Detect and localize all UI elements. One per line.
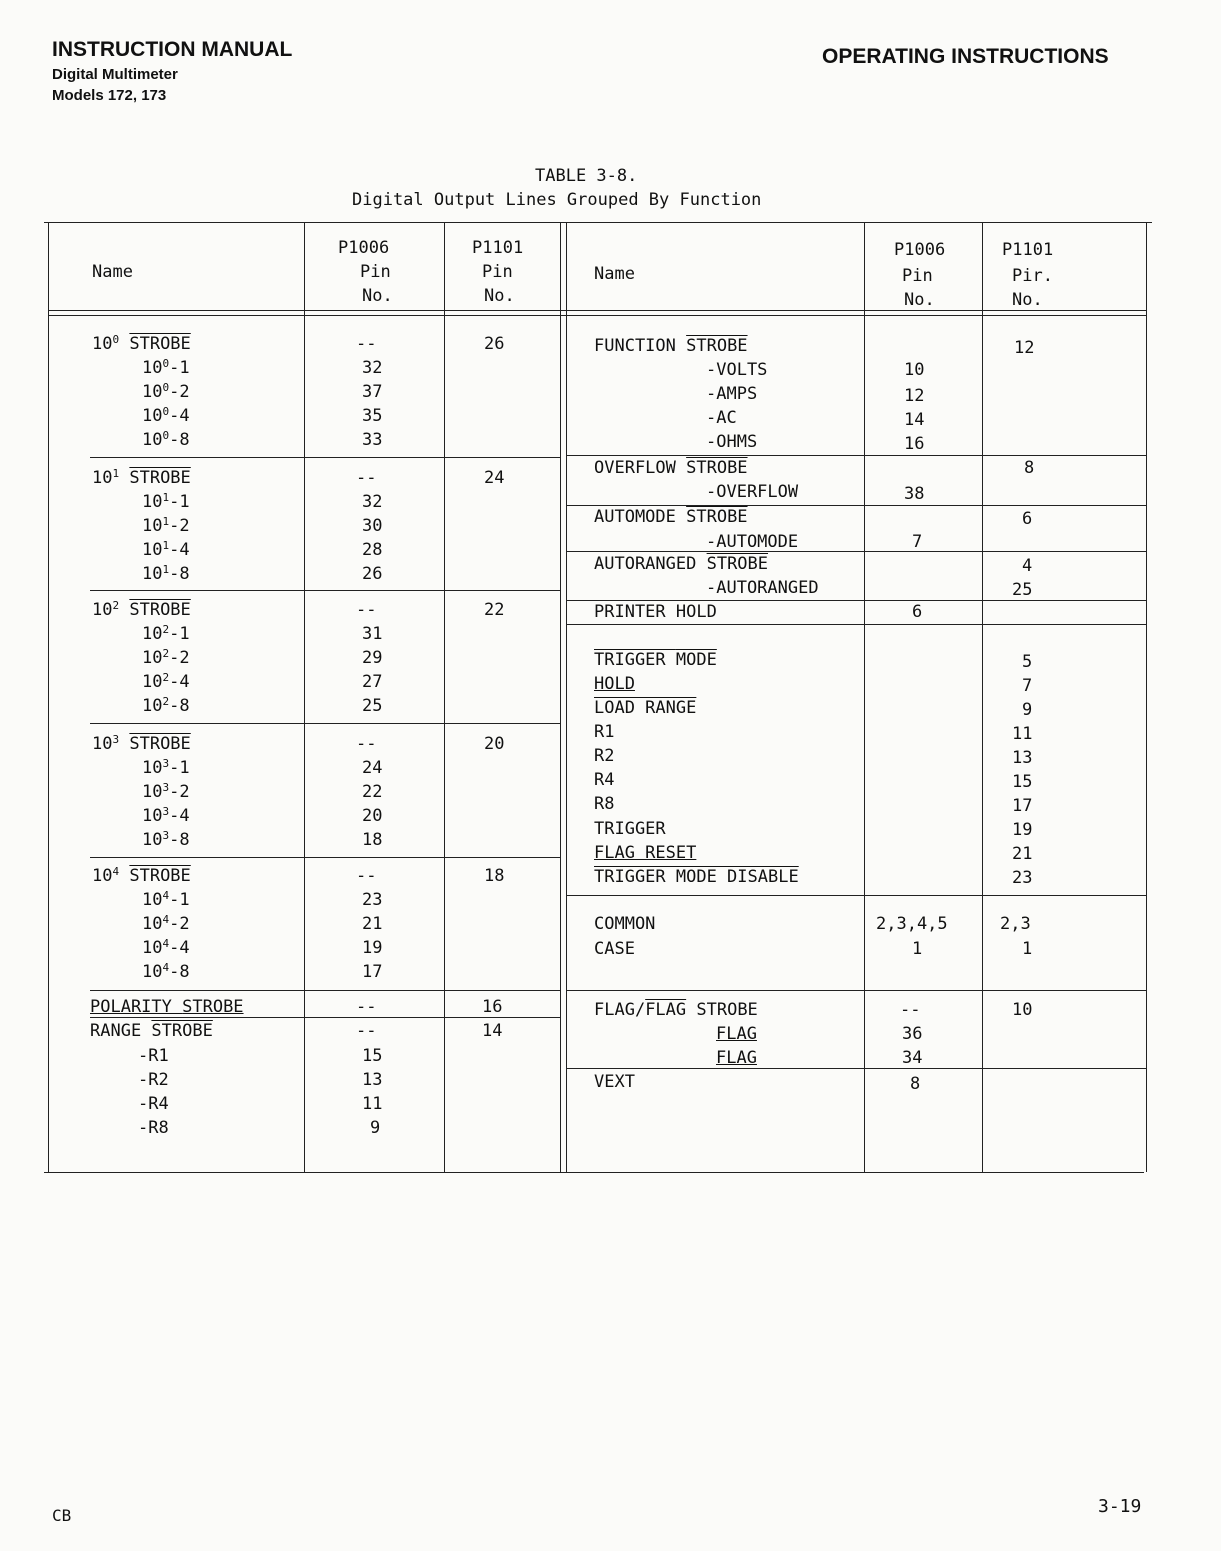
bit-2: $10^4-2$: [142, 913, 190, 934]
pin: 29: [362, 648, 383, 668]
strobe-p1101: 18: [484, 866, 505, 886]
pin: 26: [362, 564, 383, 584]
trigger-p1101: 19: [1012, 820, 1033, 840]
pin: 25: [362, 696, 383, 716]
col-header-right-p1006-1: P1006: [894, 240, 946, 260]
strobe-p1006: --: [356, 734, 377, 754]
strobe-name: $10^0$ STROBE: [92, 333, 191, 354]
trigger-mode-disable-p1101: 23: [1012, 868, 1033, 888]
strobe-p1006: --: [356, 334, 377, 354]
r1-name: R1: [594, 722, 615, 742]
hold-name: HOLD: [594, 674, 635, 694]
bit-8: $10^0-8$: [142, 429, 190, 450]
amps-pin: 12: [904, 386, 925, 406]
pin: 19: [362, 938, 383, 958]
r8-p1101: 17: [1012, 796, 1033, 816]
pin: 15: [362, 1046, 383, 1066]
bit-1: $10^4-1$: [142, 889, 190, 910]
strobe-p1006: --: [356, 468, 377, 488]
bit-4: $10^4-4$: [142, 937, 190, 958]
bit-1: $10^2-1$: [142, 623, 190, 644]
printer-hold-name: PRINTER HOLD: [594, 602, 717, 622]
product-name: Digital Multimeter: [52, 66, 178, 83]
r1-p1101: 11: [1012, 724, 1033, 744]
pin: 30: [362, 516, 383, 536]
table-label: TABLE 3-8.: [535, 166, 638, 186]
flag-strobe-name: FLAG/FLAG STROBE: [594, 1000, 758, 1020]
range-strobe-name: RANGE STROBE: [90, 1021, 213, 1041]
col-header-p1006-2: Pin: [360, 262, 391, 282]
range-p1101: 14: [482, 1021, 503, 1041]
common-name: COMMON: [594, 914, 656, 934]
pin: 28: [362, 540, 383, 560]
col-header-name: Name: [92, 262, 133, 282]
amps-name: -AMPS: [706, 384, 758, 404]
autoranged-p1101: 25: [1012, 580, 1033, 600]
r2-p1101: 13: [1012, 748, 1033, 768]
strobe-name: $10^4$ STROBE: [92, 865, 191, 886]
bit-1: $10^3-1$: [142, 757, 190, 778]
pin: 22: [362, 782, 383, 802]
bit-1: $10^1-1$: [142, 491, 190, 512]
automode-name: -AUTOMODE: [706, 532, 799, 552]
pin: 11: [362, 1094, 383, 1114]
bit-4: $10^0-4$: [142, 405, 190, 426]
automode-strobe-p1101: 6: [1022, 509, 1033, 529]
automode-strobe-name: AUTOMODE STROBE: [594, 507, 748, 527]
trigger-mode-name: TRIGGER MODE: [594, 650, 717, 670]
flag-bar-p1006: 34: [902, 1048, 923, 1068]
common-p1006: 2,3,4,5: [876, 914, 948, 934]
overflow-strobe-name: OVERFLOW STROBE: [594, 458, 748, 478]
bit-2: $10^1-2$: [142, 515, 190, 536]
col-header-right-p1006-3: No.: [904, 290, 935, 310]
function-strobe-name: FUNCTION STROBE: [594, 336, 748, 356]
case-name: CASE: [594, 939, 635, 959]
r4-name: R4: [594, 770, 615, 790]
pin: 17: [362, 962, 383, 982]
range-r4: -R4: [138, 1094, 169, 1114]
pin: 23: [362, 890, 383, 910]
autoranged-strobe-p1101: 4: [1022, 556, 1033, 576]
pin: 18: [362, 830, 383, 850]
polarity-p1006: --: [356, 997, 377, 1017]
trigger-mode-p1101: 5: [1022, 652, 1033, 672]
load-range-p1101: 9: [1022, 700, 1033, 720]
r2-name: R2: [594, 746, 615, 766]
overflow-strobe-p1101: 8: [1024, 458, 1035, 478]
trigger-mode-disable-name: TRIGGER MODE DISABLE: [594, 867, 799, 887]
load-range-name: LOAD RANGE: [594, 698, 697, 718]
common-p1101: 2,3: [1000, 914, 1031, 934]
section-title: OPERATING INSTRUCTIONS: [822, 45, 1109, 68]
pin: 13: [362, 1070, 383, 1090]
col-header-p1006-3: No.: [362, 286, 393, 306]
range-p1006: --: [356, 1021, 377, 1041]
volts-name: -VOLTS: [706, 360, 768, 380]
table-caption: Digital Output Lines Grouped By Function: [352, 190, 762, 210]
range-r2: -R2: [138, 1070, 169, 1090]
strobe-p1006: --: [356, 600, 377, 620]
bit-4: $10^2-4$: [142, 671, 190, 692]
flag-name: FLAG: [716, 1024, 757, 1044]
autoranged-name: -AUTORANGED: [706, 578, 819, 598]
bit-8: $10^3-8$: [142, 829, 190, 850]
overflow-name: -OVERFLOW: [706, 482, 799, 502]
ohms-pin: 16: [904, 434, 925, 454]
col-header-right-p1101-1: P1101: [1002, 240, 1054, 260]
page-number: 3-19: [1098, 1496, 1142, 1517]
volts-pin: 10: [904, 360, 925, 380]
strobe-p1101: 22: [484, 600, 505, 620]
r8-name: R8: [594, 794, 615, 814]
range-r8: -R8: [138, 1118, 169, 1138]
bit-2: $10^2-2$: [142, 647, 190, 668]
hold-p1101: 7: [1022, 676, 1033, 696]
function-strobe-p1101: 12: [1014, 338, 1035, 358]
pin: 32: [362, 492, 383, 512]
manual-title: INSTRUCTION MANUAL: [52, 38, 293, 61]
col-header-p1101-3: No.: [484, 286, 515, 306]
pin: 35: [362, 406, 383, 426]
flag-strobe-p1101: 10: [1012, 1000, 1033, 1020]
pin: 33: [362, 430, 383, 450]
bit-1: $10^0-1$: [142, 357, 190, 378]
pin: 37: [362, 382, 383, 402]
pin: 20: [362, 806, 383, 826]
flag-reset-name: FLAG RESET: [594, 843, 697, 863]
strobe-p1006: --: [356, 866, 377, 886]
ac-name: -AC: [706, 408, 737, 428]
trigger-name: TRIGGER: [594, 819, 666, 839]
flag-bar-name: FLAG: [716, 1048, 757, 1068]
strobe-name: $10^1$ STROBE: [92, 467, 191, 488]
bit-8: $10^2-8$: [142, 695, 190, 716]
col-header-right-p1006-2: Pin: [902, 266, 933, 286]
col-header-right-p1101-2: Pir.: [1012, 266, 1053, 286]
col-header-right-p1101-3: No.: [1012, 290, 1043, 310]
polarity-strobe-name: POLARITY STROBE: [90, 997, 244, 1017]
bit-8: $10^1-8$: [142, 563, 190, 584]
pin: 21: [362, 914, 383, 934]
bit-4: $10^1-4$: [142, 539, 190, 560]
strobe-p1101: 24: [484, 468, 505, 488]
models-line: Models 172, 173: [52, 87, 167, 104]
printer-hold-pin: 6: [912, 602, 923, 622]
col-header-name-right: Name: [594, 264, 635, 284]
vext-name: VEXT: [594, 1072, 635, 1092]
strobe-name: $10^2$ STROBE: [92, 599, 191, 620]
footer-initials: CB: [52, 1506, 72, 1525]
automode-pin: 7: [912, 532, 923, 552]
pin: 32: [362, 358, 383, 378]
polarity-p1101: 16: [482, 997, 503, 1017]
pin: 27: [362, 672, 383, 692]
bit-4: $10^3-4$: [142, 805, 190, 826]
bit-2: $10^3-2$: [142, 781, 190, 802]
pin: 9: [370, 1118, 381, 1138]
strobe-p1101: 20: [484, 734, 505, 754]
strobe-p1101: 26: [484, 334, 505, 354]
autoranged-strobe-name: AUTORANGED STROBE: [594, 554, 769, 574]
vext-p1006: 8: [910, 1074, 921, 1094]
ac-pin: 14: [904, 410, 925, 430]
bit-8: $10^4-8$: [142, 961, 190, 982]
strobe-name: $10^3$ STROBE: [92, 733, 191, 754]
range-r1: -R1: [138, 1046, 169, 1066]
col-header-p1101-2: Pin: [482, 262, 513, 282]
pin: 31: [362, 624, 383, 644]
r4-p1101: 15: [1012, 772, 1033, 792]
pin: 24: [362, 758, 383, 778]
col-header-p1101-1: P1101: [472, 238, 524, 258]
overflow-pin: 38: [904, 484, 925, 504]
bit-2: $10^0-2$: [142, 381, 190, 402]
ohms-name: -OHMS: [706, 432, 758, 452]
flag-reset-p1101: 21: [1012, 844, 1033, 864]
case-p1101: 1: [1022, 939, 1033, 959]
flag-strobe-p1006: --: [900, 1000, 921, 1020]
flag-p1006: 36: [902, 1024, 923, 1044]
case-p1006: 1: [912, 939, 923, 959]
col-header-p1006-1: P1006: [338, 238, 390, 258]
